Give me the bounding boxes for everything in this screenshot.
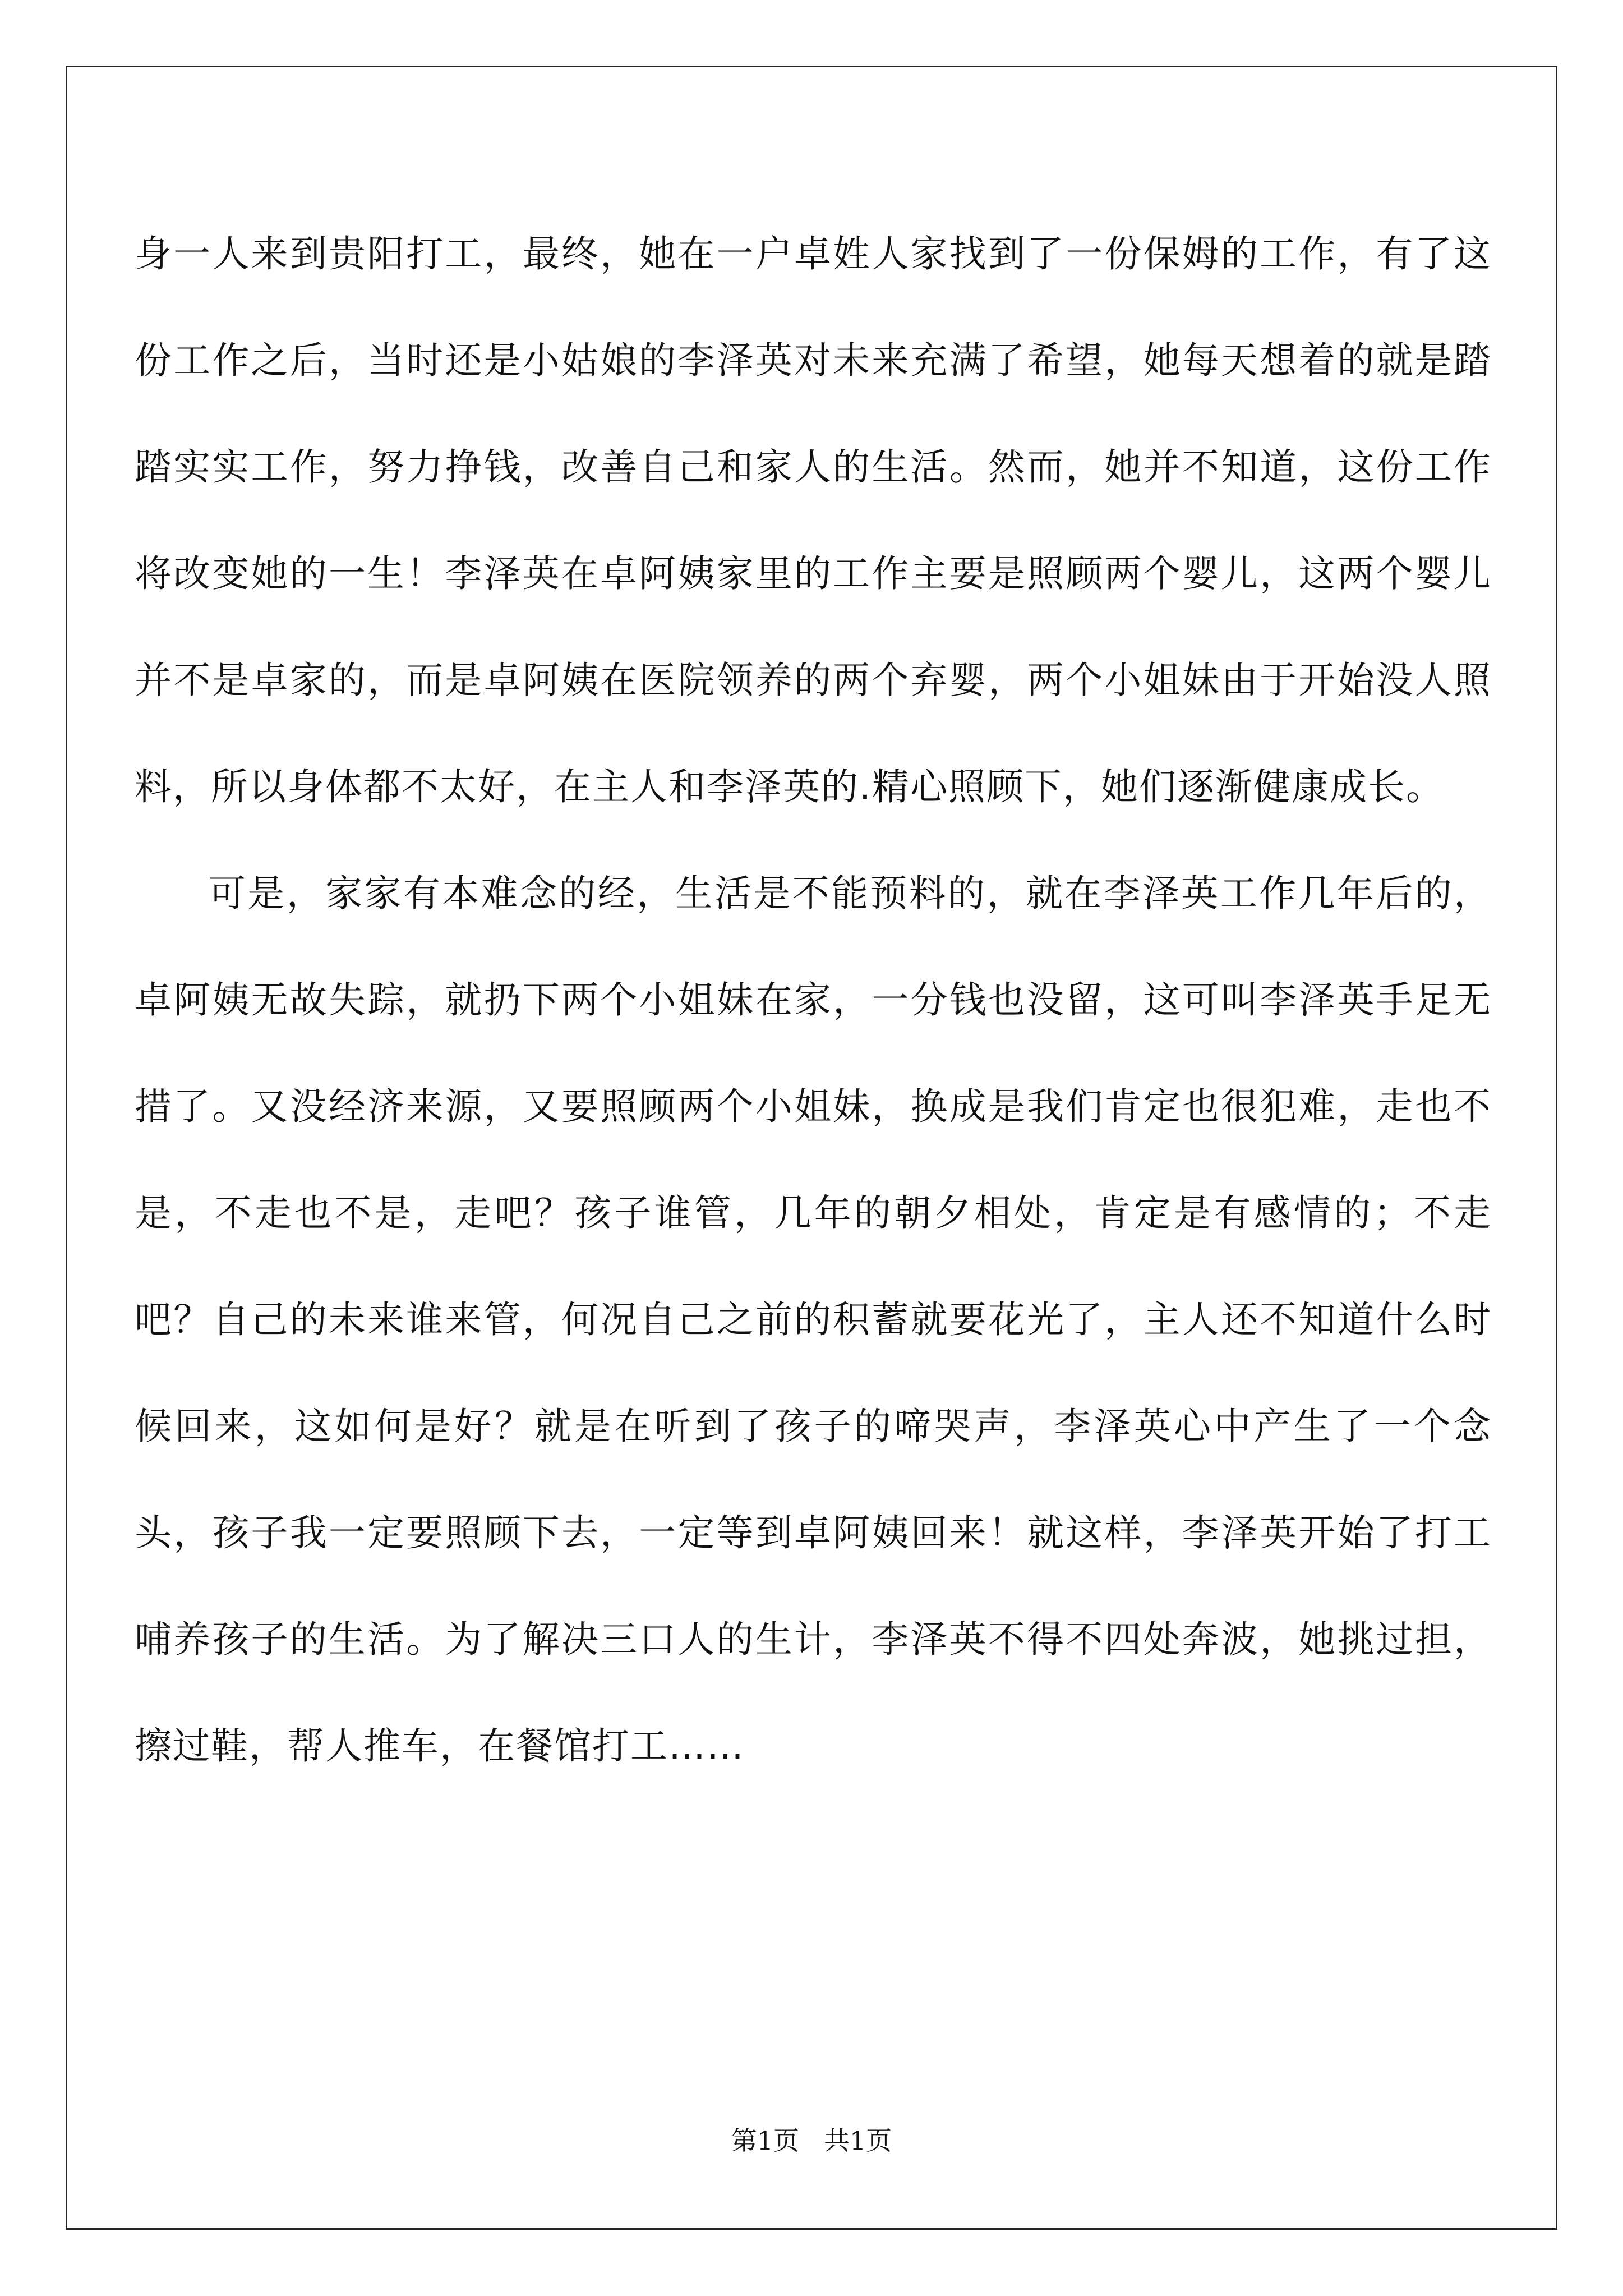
document-body <box>135 201 1492 1800</box>
paragraph-1: 身一人来到贵阳打工，最终，她在一户卓姓人家找到了一份保姆的工作，有了这份工作之后，当时还是小姑娘的李泽英对未来充满了希望，她每天想着的就是踏踏实实工作，努力挣钱，改善自己和家人的生活。然而，她并不知道，这份工作将改变她的一生！李泽英在卓阿姨家里的工作主要是照顾两个婴儿，这两个婴儿并不是卓家的，而是卓阿姨在医院领养的两个弃婴，两个小姐妹由于开始没人照料，所以身体都不太好，在主人和李泽英的.精心照顾下，她们逐渐健康成长。 <box>135 232 1492 808</box>
paragraph-2: 可是，家家有本难念的经，生活是不能预料的，就在李泽英工作几年后的，卓阿姨无故失踪，就扔下两个小姐妹在家，一分钱也没留，这可叫李泽英手足无措了。又没经济来源，又要照顾两个小姐妹，换成是我们肯定也很犯难，走也不是，不走也不是，走吧？孩子谁管，几年的朝夕相处，肯定是有感情的；不走吧？自己的未来谁来管，何况自己之前的积蓄就要花光了，主人还不知道什么时候回来，这如何是好？就是在听到了孩子的啼哭声，李泽英心中产生了一个念头，孩子我一定要照顾下去，一定等到卓阿姨回来！就这样，李泽英开始了打工哺养孩子的生活。为了解决三口人的生计，李泽英不得不四处奔波，她挑过担，擦过鞋，帮人推车，在餐馆打工…… <box>135 872 1492 1768</box>
page-footer <box>0 2120 1623 2157</box>
page-number: 第1页 <box>731 2125 800 2156</box>
page-total: 共1页 <box>823 2125 892 2156</box>
